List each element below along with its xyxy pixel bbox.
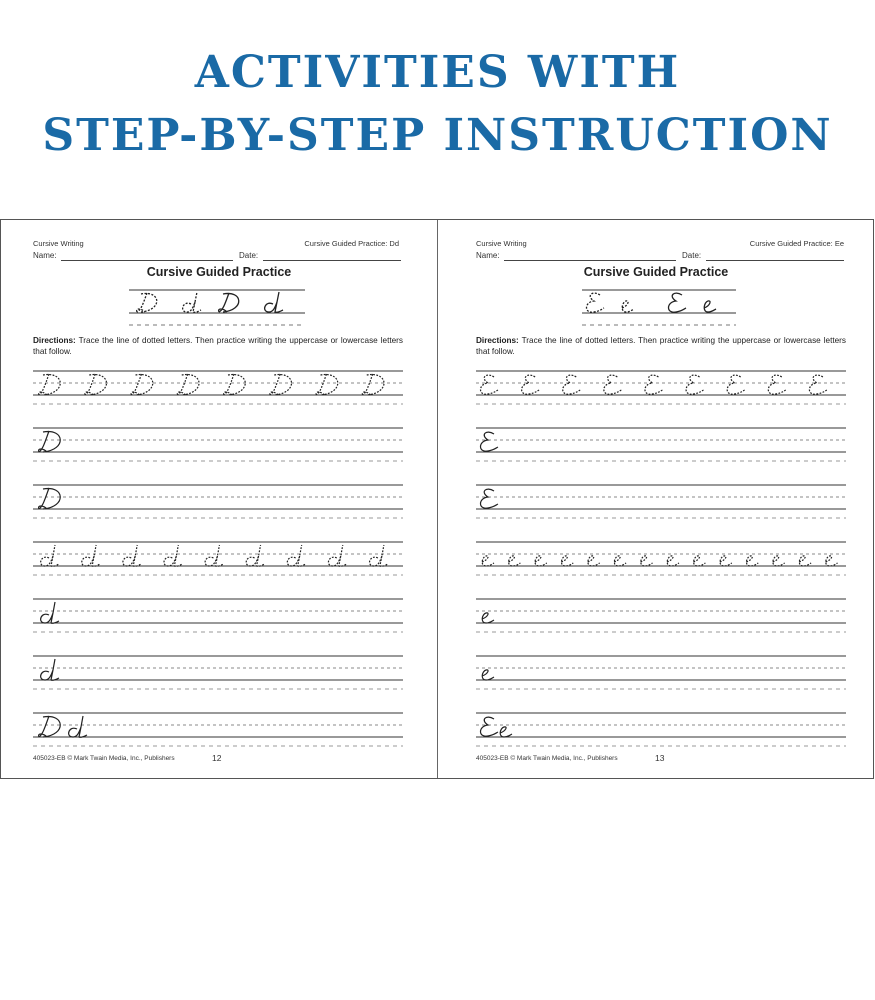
name-line[interactable] xyxy=(61,260,233,261)
traced-letter-d xyxy=(164,545,182,566)
model-letter-D xyxy=(39,716,61,737)
sample-letter-E-2 xyxy=(669,293,687,312)
traced-letter-E xyxy=(604,375,622,394)
date-line[interactable] xyxy=(706,260,844,261)
traced-letter-e xyxy=(826,556,838,566)
traced-letter-E xyxy=(481,375,499,394)
traced-letter-e xyxy=(561,556,573,566)
traced-letter-d xyxy=(82,545,100,566)
model-letter-D xyxy=(39,488,61,509)
model-letter-d xyxy=(41,659,59,680)
sample-letter-d xyxy=(183,292,201,312)
practice-row-6 xyxy=(476,652,846,692)
traced-letter-E xyxy=(809,375,827,394)
practice-row-2 xyxy=(476,424,846,464)
name-label: Name: xyxy=(476,251,500,260)
traced-letter-d xyxy=(123,545,141,566)
traced-letter-e xyxy=(773,556,785,566)
traced-letter-E xyxy=(686,375,704,394)
date-line[interactable] xyxy=(263,260,401,261)
practice-row-6 xyxy=(33,652,403,692)
practice-row-3 xyxy=(33,481,403,521)
practice-row-3 xyxy=(476,481,846,521)
page-header-topic: Cursive Guided Practice: Ee xyxy=(749,239,844,248)
practice-row-2 xyxy=(33,424,403,464)
model-letter-d xyxy=(41,602,59,623)
traced-letter-D xyxy=(362,374,384,395)
sample-letter-d-2 xyxy=(265,292,283,312)
traced-letter-D xyxy=(316,374,338,395)
traced-letter-e xyxy=(693,556,705,566)
sample-letter-D-2 xyxy=(219,293,239,312)
sample-letters-dd xyxy=(101,284,337,332)
page-footer: 405023-EB © Mark Twain Media, Inc., Publishers xyxy=(33,755,175,762)
directions-text: Directions: Trace the line of dotted letters. Then practice writing the uppercase or lowercase letters that follow. xyxy=(33,336,403,356)
traced-letter-E xyxy=(563,375,581,394)
model-letter-e xyxy=(482,670,494,680)
headline-line-2: STEP-BY-STEP INSTRUCTION xyxy=(42,110,833,161)
traced-letter-e xyxy=(746,556,758,566)
traced-letter-D xyxy=(270,374,292,395)
worksheet-page-dd xyxy=(1,220,438,778)
page-header-subject: Cursive Writing xyxy=(476,239,527,248)
traced-letter-e xyxy=(799,556,811,566)
worksheet-page-ee xyxy=(438,220,874,778)
sample-letter-E xyxy=(587,293,605,312)
traced-letter-d xyxy=(246,545,264,566)
traced-letter-E xyxy=(522,375,540,394)
page-footer: 405023-EB © Mark Twain Media, Inc., Publishers xyxy=(476,755,618,762)
traced-letter-E xyxy=(768,375,786,394)
traced-letter-D xyxy=(131,374,153,395)
traced-letter-D xyxy=(39,374,61,395)
model-letter-E xyxy=(481,432,499,451)
name-label: Name: xyxy=(33,251,57,260)
practice-row-4 xyxy=(33,538,403,578)
traced-letter-D xyxy=(177,374,199,395)
traced-letter-E xyxy=(727,375,745,394)
traced-letter-d xyxy=(205,545,223,566)
page-title: Cursive Guided Practice xyxy=(146,265,292,279)
date-label: Date: xyxy=(682,251,702,260)
sample-letter-e-2 xyxy=(704,301,716,312)
traced-letter-d xyxy=(370,545,388,566)
traced-letter-e xyxy=(535,556,547,566)
date-label: Date: xyxy=(239,251,259,260)
model-letter-E xyxy=(481,717,499,736)
traced-letter-d xyxy=(328,545,346,566)
practice-row-7 xyxy=(33,709,403,749)
traced-letter-e xyxy=(641,556,653,566)
model-letter-d xyxy=(69,716,87,737)
traced-letter-D xyxy=(224,374,246,395)
worksheet-spread xyxy=(0,219,874,779)
practice-row-5 xyxy=(476,595,846,635)
practice-row-1 xyxy=(33,367,403,407)
traced-letter-e xyxy=(508,556,520,566)
page-title: Cursive Guided Practice xyxy=(583,265,729,279)
sample-letters-ee xyxy=(538,284,774,332)
model-letter-e xyxy=(482,613,494,623)
traced-letter-e xyxy=(614,556,626,566)
traced-letter-d xyxy=(287,545,305,566)
practice-row-4 xyxy=(476,538,846,578)
traced-letter-d xyxy=(41,545,59,566)
sample-letter-D xyxy=(137,293,157,312)
page-header-topic: Cursive Guided Practice: Dd xyxy=(304,239,399,248)
traced-letter-e xyxy=(482,556,494,566)
traced-letter-E xyxy=(645,375,663,394)
page-header-subject: Cursive Writing xyxy=(33,239,84,248)
traced-letter-D xyxy=(85,374,107,395)
page-number: 12 xyxy=(212,753,222,763)
traced-letter-e xyxy=(588,556,600,566)
practice-row-1 xyxy=(476,367,846,407)
model-letter-D xyxy=(39,431,61,452)
traced-letter-e xyxy=(720,556,732,566)
practice-row-7 xyxy=(476,709,846,749)
practice-row-5 xyxy=(33,595,403,635)
name-line[interactable] xyxy=(504,260,676,261)
directions-text: Directions: Trace the line of dotted letters. Then practice writing the uppercase or lowercase letters that follow. xyxy=(476,336,846,356)
traced-letter-e xyxy=(667,556,679,566)
headline-line-1: ACTIVITIES WITH xyxy=(194,47,681,98)
sample-letter-e xyxy=(622,301,634,312)
page-number: 13 xyxy=(655,753,665,763)
model-letter-e xyxy=(500,727,512,737)
model-letter-E xyxy=(481,489,499,508)
